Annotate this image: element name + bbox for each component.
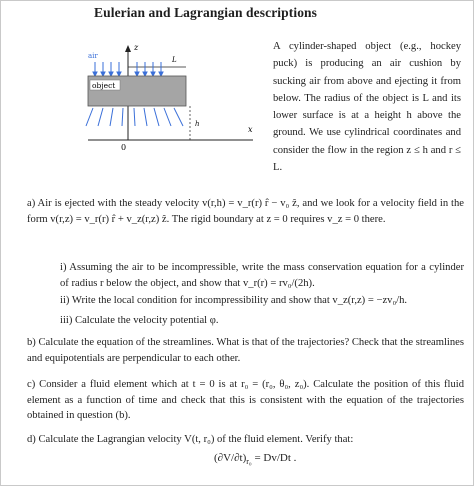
h-label: h xyxy=(195,120,200,128)
question-d: d) Calculate the Lagrangian velocity V(t, r₀) of the fluid element. Verify that: xyxy=(27,434,354,445)
section-title: Eulerian and Lagrangian descriptions xyxy=(94,5,318,20)
object-label: object xyxy=(92,81,116,90)
outflow-arrows xyxy=(86,108,183,126)
equation-rhs: = Dv/Dt . xyxy=(254,452,297,464)
puck-figure xyxy=(78,40,278,190)
question-c: c) Consider a fluid element which at t = 0 is at r₀ = (r₀, θ₀, z₀). Calculate the position of this fluid element as a function of time and check that this is consistent with the equation of the trajectories obtained in question (b). xyxy=(27,379,464,421)
z-axis-label: z xyxy=(134,43,139,52)
x-axis-label: x xyxy=(248,125,253,134)
origin-label: 0 xyxy=(121,143,127,152)
question-a-i: i) Assuming the air to be incompressible, write the mass conservation equation for a cylinder of radius r below the object, and show that v_r(r) = rv₀/(2h). xyxy=(60,262,464,289)
question-a-ii: ii) Write the local condition for incompressibility and show that v_z(r,z) = −zv₀/h. xyxy=(60,295,408,306)
lagrangian-equation xyxy=(214,452,296,466)
equation-subscript: r₀ xyxy=(246,457,252,467)
question-a-iii: iii) Calculate the velocity potential φ. xyxy=(60,315,219,326)
question-a: a) Air is ejected with the steady velocity v(r,h) = v_r(r) r̂ − v₀ ẑ, and we look for a velocity field in the form v(r,z) = v_r(r) r̂ + v_z(r,z) ẑ. The rigid boundary at z = 0 requires v_z = 0 there. xyxy=(27,198,464,225)
problem-intro: A cylinder-shaped object (e.g., hockey puck) is producing an air cushion by sucking air from above and ejecting it from below. The radius of the object is L and its lower surface is at a height h above the ground. We use cylindrical coordinates and consider the flow in the region z ≤ h and r ≤ L. xyxy=(273,41,461,174)
equation-lhs: (∂V/∂t) xyxy=(214,452,247,464)
z-axis-arrow xyxy=(125,45,131,52)
question-b: b) Calculate the equation of the streamlines. What is that of the trajectories? Check that the streamlines and equipotentials are perpendicular to each other. xyxy=(27,337,464,364)
air-label: air xyxy=(88,52,98,60)
L-label: L xyxy=(172,56,177,64)
